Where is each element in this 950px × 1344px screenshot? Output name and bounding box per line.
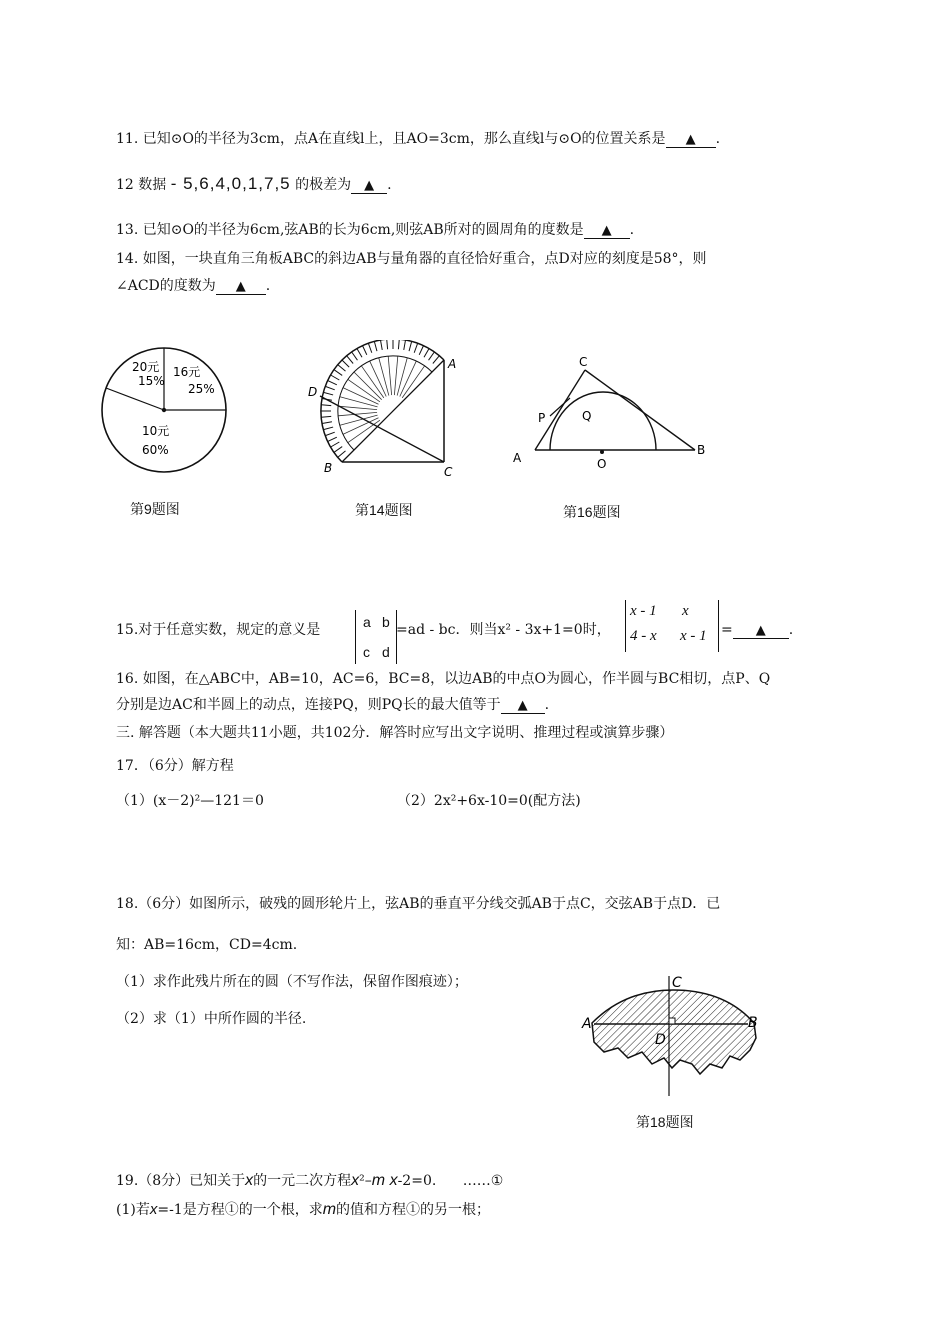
q12-answer-blank: ▲ xyxy=(351,178,387,194)
pie-label-c: 10元 xyxy=(142,424,170,438)
figure-14-caption: 第14题图 xyxy=(355,502,413,518)
protractor-tick xyxy=(340,397,378,407)
protractor-outer-tick xyxy=(357,349,362,358)
section-3-heading: 三. 解答题（本大题共11小题，共102分．解答时应写出文字说明、推理过程或演算步骤） xyxy=(116,725,674,741)
q15-determinant-abcd xyxy=(355,610,397,664)
q14-answer-blank: ▲ xyxy=(216,279,266,295)
m2-12: x xyxy=(682,603,689,619)
protractor-outer-tick xyxy=(419,346,423,355)
q15-determinant-x xyxy=(625,600,719,652)
question-11: 11. 已知⊙O的半径为3cm，点A在直线l上，且AO=3cm，那么直线l与⊙O的位置关系是 ▲ . xyxy=(116,131,721,147)
m2-11: x - 1 xyxy=(630,603,657,619)
fig16-label-b: B xyxy=(697,443,706,457)
protractor-outer-tick xyxy=(404,340,406,350)
q15-answer: = ▲ . xyxy=(721,622,794,638)
q13-text: 13. 已知⊙O的半径为6cm,弦AB的长为6cm,则弦AB所对的圆周角的度数是 xyxy=(116,222,584,238)
question-14-line1: 14. 如图，一块直角三角板ABC的斜边AB与量角器的直径恰好重合，点D对应的刻度是58°，则 xyxy=(116,251,707,267)
protractor-outer-tick xyxy=(323,427,333,430)
m1-d: d xyxy=(382,644,390,660)
question-19: 19.（8分）已知关于x的一元二次方程x²–m x-2=0. ……① xyxy=(116,1172,504,1189)
right-angle-mark xyxy=(669,1018,675,1024)
point-o xyxy=(600,450,604,454)
question-17-title: 17．（6分）解方程 xyxy=(116,758,234,774)
protractor-tick xyxy=(400,361,416,396)
side-ac xyxy=(535,370,585,450)
protractor-outer-tick xyxy=(325,386,334,389)
protractor-tick xyxy=(397,358,407,396)
figure-9-caption: 第9题图 xyxy=(130,501,180,517)
protractor-outer-tick xyxy=(328,437,337,441)
segment-cd xyxy=(320,396,444,462)
pie-center xyxy=(162,408,166,412)
protractor-outer-tick xyxy=(352,352,358,360)
protractor-outer-tick xyxy=(334,447,342,453)
fig14-label-a: A xyxy=(448,357,457,371)
figure-9-pie-chart xyxy=(98,343,238,473)
q16-answer-blank: ▲ xyxy=(501,698,545,714)
figure-18-broken-wheel xyxy=(580,968,770,1100)
protractor-outer-tick xyxy=(433,356,439,364)
pie-pct-b: 25% xyxy=(188,382,215,396)
fig14-label-c: C xyxy=(444,465,453,479)
protractor-outer-tick xyxy=(429,352,435,360)
protractor-outer-tick xyxy=(387,340,388,349)
protractor-outer-tick xyxy=(398,340,399,349)
figure-14-protractor xyxy=(300,340,470,480)
protractor-tick xyxy=(343,388,378,404)
protractor-outer-tick xyxy=(331,442,340,447)
question-19-part1: (1)若x=-1是方程①的一个根，求m的值和方程①的另一根； xyxy=(116,1201,491,1218)
protractor-tick xyxy=(343,418,378,434)
protractor-outer-tick xyxy=(424,349,429,358)
m1-a: a xyxy=(363,614,371,630)
protractor-tick xyxy=(379,358,389,396)
q11-answer-blank: ▲ xyxy=(666,132,716,148)
protractor-outer-tick xyxy=(321,405,331,406)
protractor-outer-tick xyxy=(323,392,333,395)
fig16-label-p: P xyxy=(538,411,546,425)
q12-prefix: 12 数据 xyxy=(116,177,167,193)
protractor-tick xyxy=(338,412,377,415)
question-18-line2: 知：AB=16cm，CD=4cm. xyxy=(116,937,298,953)
fig16-label-q: Q xyxy=(582,409,592,423)
fig18-label-b: B xyxy=(748,1015,758,1031)
question-18-part2: （2）求（1）中所作圆的半径. xyxy=(116,1011,307,1027)
question-16-line1: 16. 如图，在△ABC中，AB=10，AC=6，BC=8，以边AB的中点O为圆心，作半圆与BC相切，点P、Q xyxy=(116,671,771,687)
protractor-outer-tick xyxy=(328,381,337,385)
protractor-outer-tick xyxy=(380,340,382,350)
q15-prefix: 15.对于任意实数，规定的意义是 xyxy=(116,622,321,638)
protractor-outer-tick xyxy=(363,346,367,355)
equation-marker: ……① xyxy=(462,1173,504,1189)
question-12: 12 数据 - 5,6,4,0,1,7,5 的极差为 ▲ . xyxy=(116,174,392,193)
protractor-outer-tick xyxy=(322,422,332,424)
fig16-label-o: O xyxy=(597,457,607,471)
fig18-label-d: D xyxy=(655,1032,666,1048)
protractor-tick xyxy=(370,361,386,396)
question-18-line1: 18.（6分）如图所示，破残的圆形轮片上，弦AB的垂直平分线交弧AB于点C，交弦AB于点D．已 xyxy=(116,896,721,912)
question-17-part1: （1）(x－2)²—121＝0 xyxy=(116,793,264,809)
pie-label-b: 16元 xyxy=(173,365,201,379)
pie-pct-a: 15% xyxy=(138,374,165,388)
protractor-tick xyxy=(354,372,382,400)
figure-16-triangle xyxy=(505,350,720,480)
protractor-outer-tick xyxy=(325,432,334,435)
protractor-outer-tick xyxy=(368,343,371,352)
side-bc xyxy=(585,370,695,450)
protractor-outer-tick xyxy=(347,356,353,364)
question-16-line2: 分别是边AC和半圆上的动点，连接PQ，则PQ长的最大值等于 ▲ . xyxy=(116,697,550,713)
fig18-label-c: C xyxy=(672,975,682,991)
m2-22: x - 1 xyxy=(680,628,707,644)
protractor-outer-tick xyxy=(338,365,346,371)
protractor-inner-arc xyxy=(338,356,432,450)
broken-wheel-shape xyxy=(592,990,756,1074)
protractor-outer-tick xyxy=(321,416,331,417)
question-18-part1: （1）求作此残片所在的圆（不写作法，保留作图痕迹）； xyxy=(116,974,468,990)
question-15 xyxy=(116,621,320,639)
protractor-outer-tick xyxy=(334,370,342,376)
m1-b: b xyxy=(382,614,390,630)
protractor-outer-tick xyxy=(414,343,417,352)
pie-pct-c: 60% xyxy=(142,443,169,457)
fig14-label-b: B xyxy=(324,461,333,475)
protractor-outer-arc xyxy=(321,340,444,462)
q15-answer-blank: ▲ xyxy=(733,623,789,639)
question-13: 13. 已知⊙O的半径为6cm,弦AB的长为6cm,则弦AB所对的圆周角的度数是 ▲ . xyxy=(116,222,635,238)
protractor-tick xyxy=(388,356,391,395)
m2-21: 4 - x xyxy=(630,628,657,644)
q12-suffix: 的极差为 xyxy=(295,177,352,193)
question-14-line2: ∠ACD的度数为 ▲ . xyxy=(116,278,271,294)
protractor-tick xyxy=(361,366,383,398)
question-17-part2: （2）2x²+6x-10=0(配方法) xyxy=(397,793,581,809)
q15-middle: =ad - bc．则当x² - 3x+1=0时， xyxy=(396,622,611,638)
fig16-label-a: A xyxy=(513,451,522,465)
q13-answer-blank: ▲ xyxy=(584,223,630,239)
fig14-label-d: D xyxy=(308,385,318,399)
figure-16-caption: 第16题图 xyxy=(563,504,621,520)
protractor-tick xyxy=(394,356,397,395)
fig16-label-c: C xyxy=(579,355,588,369)
q11-text: 11. 已知⊙O的半径为3cm，点A在直线l上，且AO=3cm，那么直线l与⊙O的位置关系是 xyxy=(116,131,666,147)
protractor-outer-tick xyxy=(342,360,349,367)
m1-c: c xyxy=(363,644,370,660)
pie-divider-2 xyxy=(106,388,164,410)
pie-label-a: 20元 xyxy=(132,360,160,374)
protractor-outer-tick xyxy=(338,451,346,457)
q12-data: - 5,6,4,0,1,7,5 xyxy=(170,174,291,193)
protractor-tick xyxy=(348,379,380,401)
protractor-outer-tick xyxy=(374,341,377,351)
fig18-label-a: A xyxy=(582,1016,592,1032)
protractor-outer-tick xyxy=(409,341,412,351)
figure-18-caption: 第18题图 xyxy=(636,1114,694,1130)
protractor-outer-tick xyxy=(331,375,340,380)
